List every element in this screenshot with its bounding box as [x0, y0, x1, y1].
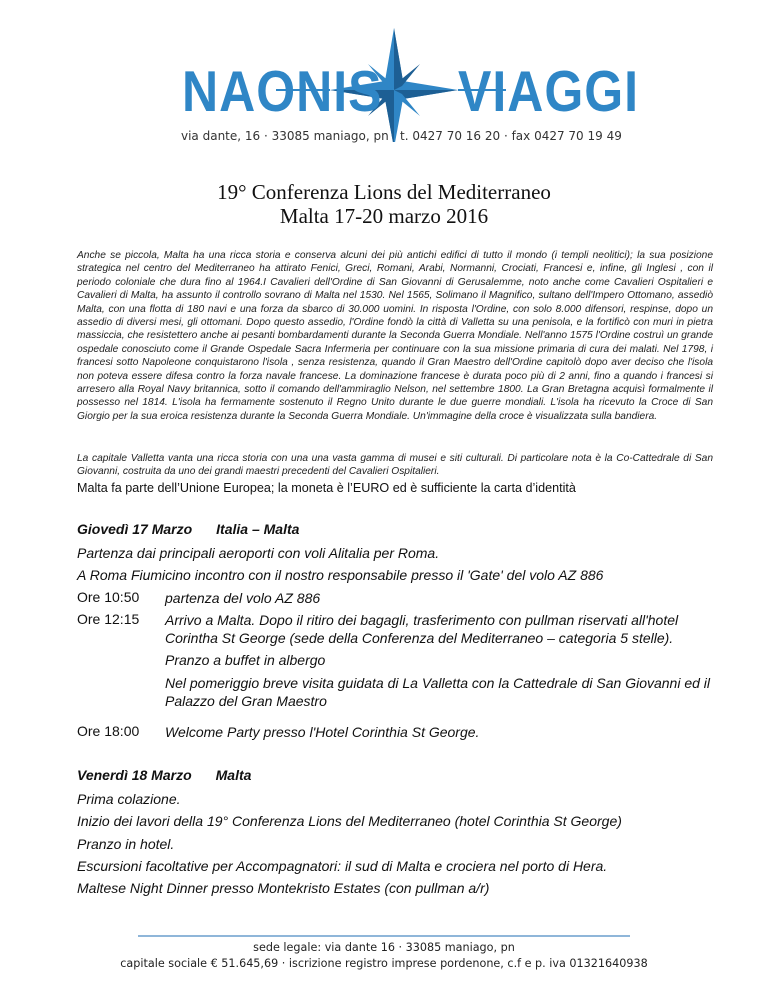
intro-paragraph: Anche se piccola, Malta ha una ricca storia e conserva alcuni dei più antichi edifici di tutto il mondo (i templi neolitici); la sua posizione strategica nel centro del Mediterraneo ha attirato Fenici, Greci, Romani, Arabi, Normanni, Crociati, Francesi e, infine, gli Inglesi , con il periodo coloniale che dura fino al 1964.I Cavalieri dell'Ordine di San Giovanni di Gerusalemme, noto anche come Cavalieri Ospitalieri e Cavalieri di Malta, ha assunto il controllo sovrano di Malta nel 1530. Nel 1565, Solimano il Magnifico, sultano dell'Impero Ottomano, assediò Malta, con una flotta di 180 navi e una forza da sbarco di 30.000 uomini. In risposta l'Ordine, con solo 8.000 difensori, respinse, dopo un assedio di diversi mesi, gli ottomani. Dopo questo assedio, l'Ordine fondò la città di Valletta su una penisola, e la fortificò con muri in pietra massiccia, che resistettero anche ai pesanti bombardamenti durante la Seconda Guerra Mondiale. Nell'anno 1575 l'Ordine costruì un grande ospedale conosciuto come il Grande Ospedale Sacra Infermeria per continuare con la sua missione primaria di cura dei malati. Nel 1798, i francesi sotto Napoleone conquistarono l'isola , senza resistenza, quando il Gran Maestro dell'Ordine capitolò dopo aver deciso che l'isola non poteva essere difesa contro la forza navale francese. La dominazione francese è durata poco più di 2 anni, fino a quando i francesi si arresero alla Royal Navy britannica, sotto il comando dell'ammiraglio Nelson, nel settembre 1800. La Gran Bretagna acquisì formalmente il possesso nel 1814. L'isola ha fermamente sostenuto il Regno Unito durante le due guerre mondiali. L'isola ha ricevuto la Croce di San Giorgio per la sua eroica resistenza durante la Seconda Guerra Mondiale. Un'immagine della croce è visualizzata sulla bandiera. [77, 250, 713, 422]
itinerary-description: Pranzo a buffet in albergo [165, 652, 326, 668]
day-heading-1 [77, 521, 299, 537]
footer-company-info: capitale sociale € 51.645,69 · iscrizione registro imprese pordenone, c.f e p. iva 01321640938 [120, 957, 648, 970]
time-label: Ore 18:00 [77, 723, 140, 739]
itinerary-line: Prima colazione. [77, 791, 181, 807]
brand-name-left: NAONIS [182, 59, 383, 124]
day-date: Giovedì 17 Marzo [77, 521, 193, 537]
itinerary-description: Welcome Party presso l'Hotel Corinthia St George. [165, 724, 480, 740]
page-subtitle: Malta 17-20 marzo 2016 [279, 204, 489, 228]
day-destination: Italia – Malta [216, 521, 300, 537]
header-address: via dante, 16 · 33085 maniago, pn [181, 129, 389, 143]
brand-name-right: VIAGGI [458, 59, 640, 124]
header-phone: t. 0427 70 16 20 · fax 0427 70 19 49 [400, 129, 622, 143]
itinerary-line: Escursioni facoltative per Accompagnatori: il sud di Malta e crociera nel porto di Hera. [77, 858, 608, 874]
travel-note: Malta fa parte dell’Unione Europea; la moneta è l’EURO ed è sufficiente la carta d’identità [77, 481, 576, 495]
footer-divider [138, 935, 630, 937]
itinerary-line: Inizio dei lavori della 19° Conferenza Lions del Mediterraneo (hotel Corinthia St George) [77, 813, 622, 829]
itinerary-line: Maltese Night Dinner presso Montekristo Estates (con pullman a/r) [77, 880, 490, 896]
itinerary-description: Nel pomeriggio breve visita guidata di La Valletta con la Cattedrale di San Giovanni ed il Palazzo del Gran Maestro [165, 675, 711, 709]
time-label: Ore 10:50 [77, 589, 140, 605]
itinerary-description: Arrivo a Malta. Dopo il ritiro dei bagagli, trasferimento con pullman riservati all'hotel Corintha St George (sede della Conferenza del Mediterraneo – categoria 5 stelle). [165, 612, 679, 646]
itinerary-line: Partenza dai principali aeroporti con voli Alitalia per Roma. [77, 545, 440, 561]
page-title: 19° Conferenza Lions del Mediterraneo [217, 180, 551, 204]
footer-legal-address: sede legale: via dante 16 · 33085 maniago, pn [253, 941, 515, 954]
day-date: Venerdì 18 Marzo [77, 767, 192, 783]
intro-paragraph-2: La capitale Valletta vanta una ricca storia con una una vasta gamma di musei e siti culturali. Di particolare nota è la Co-Cattedrale di San Giovanni, costruita da uno dei grandi maestri precedenti del Cavalieri Ospitalieri. [77, 453, 713, 478]
itinerary-line: Pranzo in hotel. [77, 836, 175, 852]
time-label: Ore 12:15 [77, 611, 140, 627]
day-destination: Malta [215, 767, 252, 783]
day-heading-2 [77, 767, 251, 783]
itinerary-line: A Roma Fiumicino incontro con il nostro responsabile presso il 'Gate' del volo AZ 886 [77, 567, 604, 583]
itinerary-description: partenza del volo AZ 886 [165, 590, 321, 606]
